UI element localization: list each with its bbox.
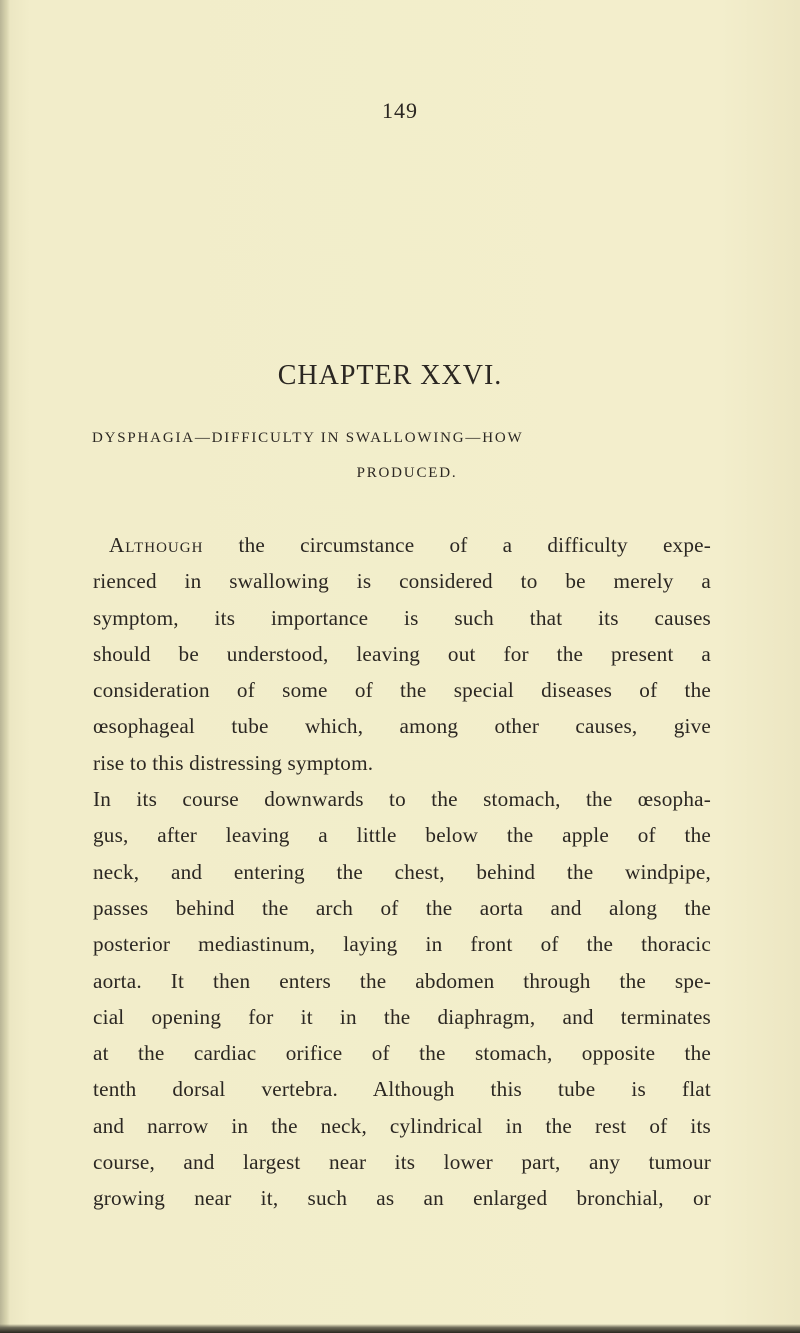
- body-line: In its course downwards to the stomach, the œsopha-: [93, 787, 711, 812]
- body-line: posterior mediastinum, laying in front of the thoracic: [93, 932, 711, 957]
- body-line-text: the circumstance of a difficulty expe-: [203, 533, 711, 557]
- chapter-title: CHAPTER XXVI.: [277, 360, 503, 391]
- body-line: at the cardiac orifice of the stomach, opposite the: [93, 1041, 711, 1066]
- body-line: and narrow in the neck, cylindrical in the rest of its: [93, 1113, 711, 1138]
- body-line: neck, and entering the chest, behind the windpipe,: [93, 859, 711, 884]
- body-line: [93, 527, 711, 563]
- body-line: gus, after leaving a little below the apple of the: [93, 823, 711, 848]
- body-text: [93, 527, 711, 1217]
- body-line: tenth dorsal vertebra. Although this tube is flat: [93, 1077, 711, 1102]
- body-line: œsophageal tube which, among other causes, give: [93, 714, 711, 739]
- body-line: aorta. It then enters the abdomen through the spe-: [93, 968, 711, 993]
- body-line: should be understood, leaving out for the present a: [93, 641, 711, 666]
- body-line: cial opening for it in the diaphragm, and terminates: [93, 1004, 711, 1029]
- body-line: rise to this distressing symptom.: [93, 750, 374, 775]
- body-line: consideration of some of the special diseases of the: [93, 678, 711, 703]
- body-line: course, and largest near its lower part, any tumour: [93, 1150, 711, 1175]
- chapter-subtitle-line-2: PRODUCED.: [356, 465, 458, 481]
- page-number: 149: [382, 98, 418, 123]
- chapter-subtitle-line-1: DYSPHAGIA—DIFFICULTY IN SWALLOWING—HOW: [92, 430, 524, 446]
- page-binding-edge: [0, 0, 10, 1333]
- page-bottom-edge: [0, 1324, 800, 1333]
- body-line: rienced in swallowing is considered to be merely a: [93, 569, 711, 594]
- body-line: symptom, its importance is such that its causes: [93, 605, 711, 630]
- body-line: passes behind the arch of the aorta and along the: [93, 895, 711, 920]
- lead-word: Although: [109, 533, 204, 557]
- body-line: growing near it, such as an enlarged bronchial, or: [93, 1186, 711, 1211]
